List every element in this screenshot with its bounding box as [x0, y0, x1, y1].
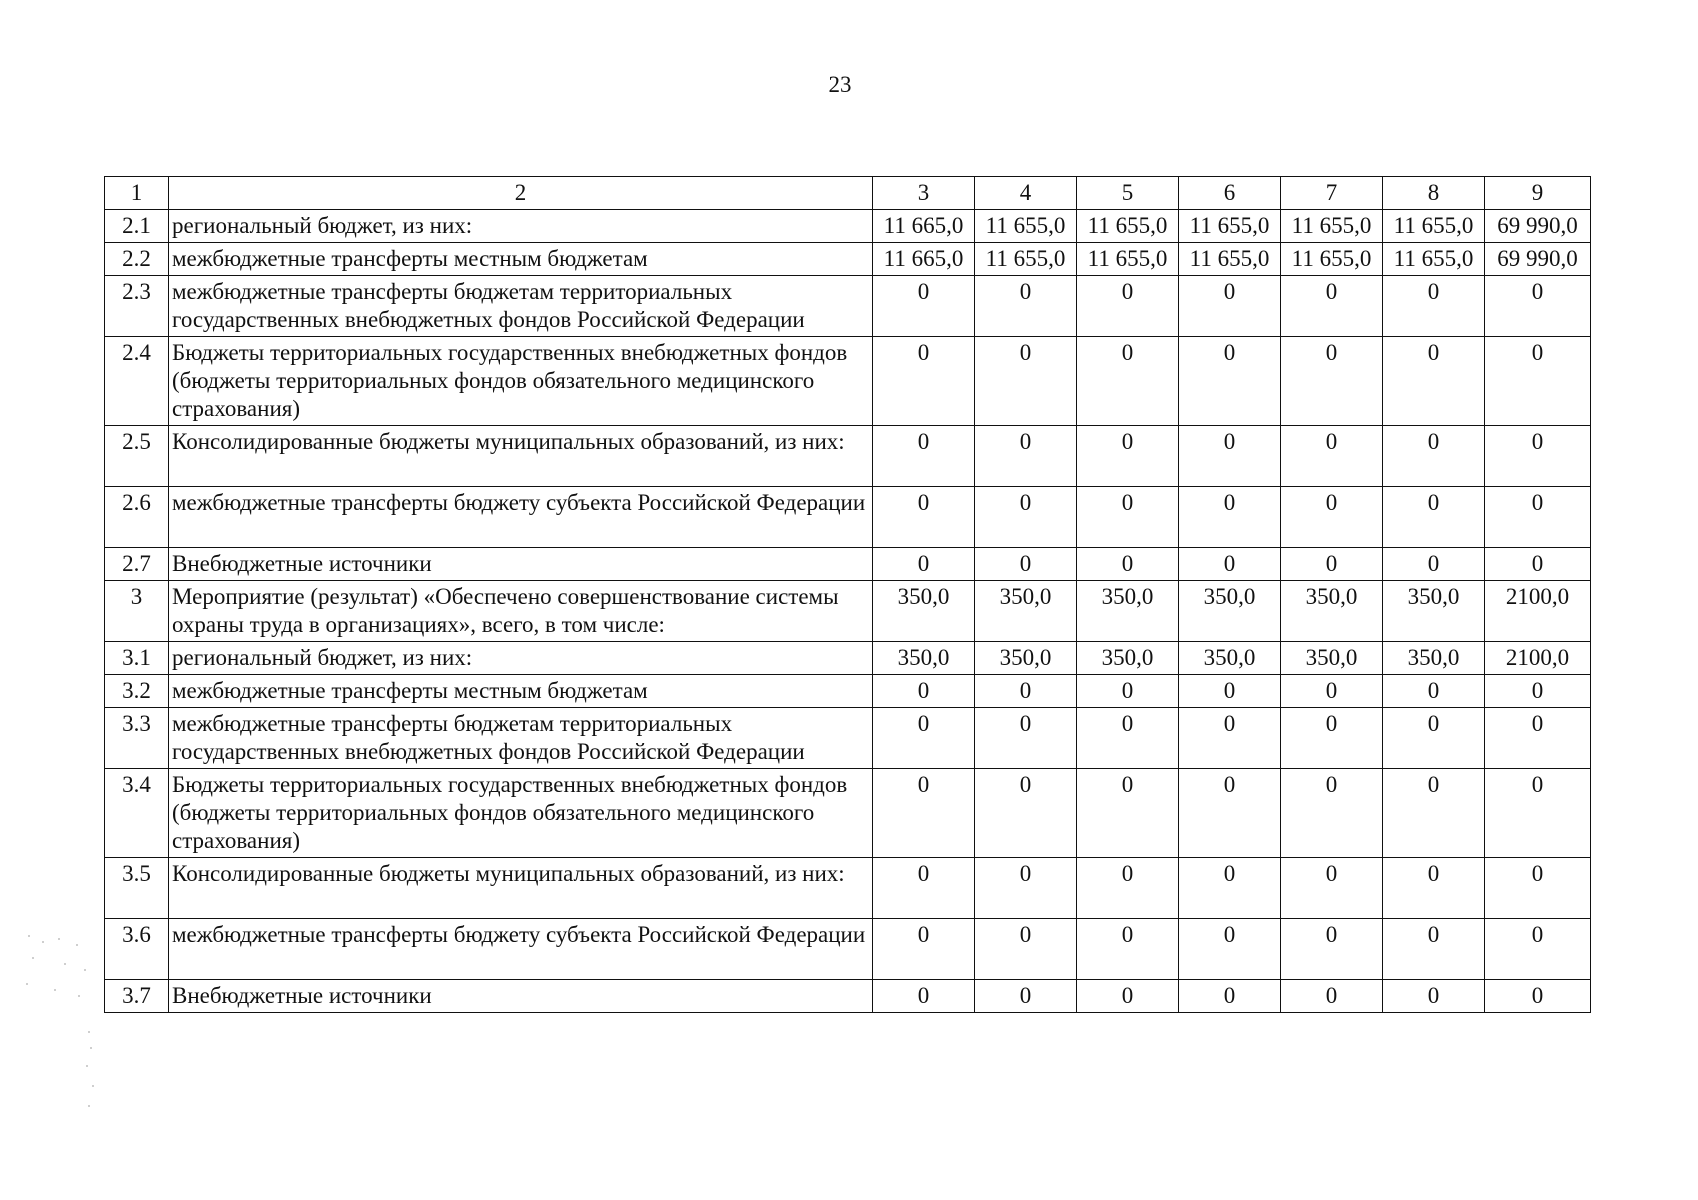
value-cell: 0: [975, 548, 1077, 581]
value-cell: 2100,0: [1485, 642, 1591, 675]
value-cell: 0: [1179, 548, 1281, 581]
row-description: межбюджетные трансферты бюджету субъекта Российской Федерации: [169, 919, 873, 980]
value-cell: 350,0: [975, 581, 1077, 642]
value-cell: 0: [873, 708, 975, 769]
row-number: 2.1: [105, 210, 169, 243]
value-cell: 0: [1281, 548, 1383, 581]
column-header: 6: [1179, 177, 1281, 210]
budget-table: [104, 176, 1591, 1013]
value-cell: 0: [975, 708, 1077, 769]
value-cell: 0: [1281, 919, 1383, 980]
value-cell: 0: [975, 487, 1077, 548]
value-cell: 0: [1383, 548, 1485, 581]
row-number: 2.4: [105, 337, 169, 426]
table-row: [105, 337, 1591, 426]
value-cell: 11 665,0: [873, 210, 975, 243]
row-number: 3.6: [105, 919, 169, 980]
value-cell: 0: [1485, 858, 1591, 919]
row-description: межбюджетные трансферты местным бюджетам: [169, 675, 873, 708]
value-cell: 11 655,0: [975, 210, 1077, 243]
row-description: региональный бюджет, из них:: [169, 210, 873, 243]
row-number: 2.2: [105, 243, 169, 276]
table-row: [105, 487, 1591, 548]
value-cell: 11 655,0: [1281, 210, 1383, 243]
column-header: 7: [1281, 177, 1383, 210]
value-cell: 0: [1077, 858, 1179, 919]
value-cell: 11 655,0: [975, 243, 1077, 276]
value-cell: 0: [1383, 337, 1485, 426]
value-cell: 350,0: [1179, 642, 1281, 675]
value-cell: 0: [1179, 487, 1281, 548]
row-number: 3.3: [105, 708, 169, 769]
value-cell: 0: [1077, 675, 1179, 708]
table-row: [105, 581, 1591, 642]
value-cell: 69 990,0: [1485, 210, 1591, 243]
value-cell: 0: [1281, 487, 1383, 548]
value-cell: 11 655,0: [1179, 243, 1281, 276]
table-row: [105, 548, 1591, 581]
row-description: региональный бюджет, из них:: [169, 642, 873, 675]
value-cell: 0: [975, 426, 1077, 487]
value-cell: 0: [1485, 487, 1591, 548]
table-row: [105, 426, 1591, 487]
value-cell: 0: [1179, 708, 1281, 769]
table-row: [105, 210, 1591, 243]
row-description: Бюджеты территориальных государственных внебюджетных фондов (бюджеты территориальных фондов обязательного медицинского страхования): [169, 337, 873, 426]
row-description: межбюджетные трансферты бюджетам территориальных государственных внебюджетных фондов Российской Федерации: [169, 276, 873, 337]
row-description: межбюджетные трансферты бюджетам территориальных государственных внебюджетных фондов Российской Федерации: [169, 708, 873, 769]
value-cell: 0: [1077, 337, 1179, 426]
table-row: [105, 708, 1591, 769]
value-cell: 350,0: [873, 642, 975, 675]
value-cell: 0: [1179, 426, 1281, 487]
value-cell: 0: [1281, 708, 1383, 769]
value-cell: 350,0: [1179, 581, 1281, 642]
value-cell: 0: [1179, 337, 1281, 426]
row-description: Мероприятие (результат) «Обеспечено совершенствование системы охраны труда в организациях», всего, в том числе:: [169, 581, 873, 642]
value-cell: 11 655,0: [1077, 210, 1179, 243]
value-cell: 0: [1179, 858, 1281, 919]
value-cell: 350,0: [1281, 581, 1383, 642]
value-cell: 0: [1485, 276, 1591, 337]
row-description: Бюджеты территориальных государственных внебюджетных фондов (бюджеты территориальных фондов обязательного медицинского страхования): [169, 769, 873, 858]
row-number: 3.1: [105, 642, 169, 675]
value-cell: 0: [1179, 919, 1281, 980]
value-cell: 350,0: [873, 581, 975, 642]
value-cell: 0: [1077, 980, 1179, 1013]
row-description: Консолидированные бюджеты муниципальных образований, из них:: [169, 858, 873, 919]
page-number: 23: [828, 72, 852, 97]
value-cell: 0: [873, 919, 975, 980]
value-cell: 0: [975, 769, 1077, 858]
scan-noise-marks: [18, 935, 98, 1135]
value-cell: 0: [975, 675, 1077, 708]
value-cell: 0: [1383, 487, 1485, 548]
column-header: 9: [1485, 177, 1591, 210]
value-cell: 0: [1383, 919, 1485, 980]
value-cell: 0: [1383, 858, 1485, 919]
row-description: межбюджетные трансферты местным бюджетам: [169, 243, 873, 276]
row-number: 3: [105, 581, 169, 642]
value-cell: 350,0: [1383, 642, 1485, 675]
table-row: [105, 858, 1591, 919]
value-cell: 11 655,0: [1383, 210, 1485, 243]
table-row: [105, 642, 1591, 675]
row-number: 2.7: [105, 548, 169, 581]
row-number: 3.7: [105, 980, 169, 1013]
column-header: 2: [169, 177, 873, 210]
value-cell: 0: [873, 769, 975, 858]
value-cell: 0: [873, 487, 975, 548]
value-cell: 11 655,0: [1077, 243, 1179, 276]
value-cell: 0: [1485, 708, 1591, 769]
value-cell: 0: [873, 675, 975, 708]
value-cell: 0: [1383, 980, 1485, 1013]
column-header: 4: [975, 177, 1077, 210]
value-cell: 0: [873, 980, 975, 1013]
value-cell: 0: [1485, 548, 1591, 581]
value-cell: 0: [1383, 769, 1485, 858]
column-header: 8: [1383, 177, 1485, 210]
value-cell: 0: [1077, 919, 1179, 980]
value-cell: 0: [1077, 276, 1179, 337]
value-cell: 0: [975, 337, 1077, 426]
value-cell: 0: [975, 858, 1077, 919]
value-cell: 0: [1179, 276, 1281, 337]
value-cell: 0: [1485, 919, 1591, 980]
value-cell: 0: [975, 919, 1077, 980]
column-header: 5: [1077, 177, 1179, 210]
table-row: [105, 243, 1591, 276]
row-number: 3.5: [105, 858, 169, 919]
value-cell: 0: [1077, 487, 1179, 548]
value-cell: 0: [1383, 426, 1485, 487]
value-cell: 0: [1383, 276, 1485, 337]
value-cell: 0: [873, 548, 975, 581]
value-cell: 0: [1281, 858, 1383, 919]
row-number: 2.3: [105, 276, 169, 337]
value-cell: 2100,0: [1485, 581, 1591, 642]
value-cell: 350,0: [1077, 642, 1179, 675]
column-header: 3: [873, 177, 975, 210]
value-cell: 0: [1179, 980, 1281, 1013]
value-cell: 0: [1077, 708, 1179, 769]
row-number: 3.2: [105, 675, 169, 708]
value-cell: 0: [873, 276, 975, 337]
value-cell: 0: [975, 276, 1077, 337]
value-cell: 11 655,0: [1179, 210, 1281, 243]
value-cell: 0: [1383, 708, 1485, 769]
value-cell: 0: [1077, 769, 1179, 858]
row-description: Консолидированные бюджеты муниципальных образований, из них:: [169, 426, 873, 487]
value-cell: 0: [1485, 426, 1591, 487]
value-cell: 0: [1383, 675, 1485, 708]
value-cell: 0: [873, 426, 975, 487]
value-cell: 0: [1485, 675, 1591, 708]
value-cell: 0: [1281, 276, 1383, 337]
value-cell: 69 990,0: [1485, 243, 1591, 276]
value-cell: 0: [1077, 426, 1179, 487]
table-row: [105, 919, 1591, 980]
row-description: межбюджетные трансферты бюджету субъекта Российской Федерации: [169, 487, 873, 548]
table-row: [105, 980, 1591, 1013]
value-cell: 0: [1179, 675, 1281, 708]
value-cell: 11 655,0: [1383, 243, 1485, 276]
value-cell: 0: [1077, 548, 1179, 581]
table-row: [105, 769, 1591, 858]
table-row: [105, 276, 1591, 337]
value-cell: 0: [1281, 675, 1383, 708]
value-cell: 350,0: [1077, 581, 1179, 642]
value-cell: 350,0: [1281, 642, 1383, 675]
value-cell: 0: [1485, 980, 1591, 1013]
value-cell: 0: [1179, 769, 1281, 858]
value-cell: 0: [1485, 337, 1591, 426]
value-cell: 350,0: [1383, 581, 1485, 642]
header-row: [105, 177, 1591, 210]
value-cell: 0: [975, 980, 1077, 1013]
row-number: 2.5: [105, 426, 169, 487]
value-cell: 0: [1281, 980, 1383, 1013]
row-number: 3.4: [105, 769, 169, 858]
row-description: Внебюджетные источники: [169, 980, 873, 1013]
table-row: [105, 675, 1591, 708]
value-cell: 0: [873, 337, 975, 426]
row-description: Внебюджетные источники: [169, 548, 873, 581]
value-cell: 11 655,0: [1281, 243, 1383, 276]
column-header: 1: [105, 177, 169, 210]
value-cell: 0: [1485, 769, 1591, 858]
value-cell: 11 665,0: [873, 243, 975, 276]
row-number: 2.6: [105, 487, 169, 548]
value-cell: 350,0: [975, 642, 1077, 675]
value-cell: 0: [1281, 769, 1383, 858]
value-cell: 0: [873, 858, 975, 919]
value-cell: 0: [1281, 337, 1383, 426]
value-cell: 0: [1281, 426, 1383, 487]
